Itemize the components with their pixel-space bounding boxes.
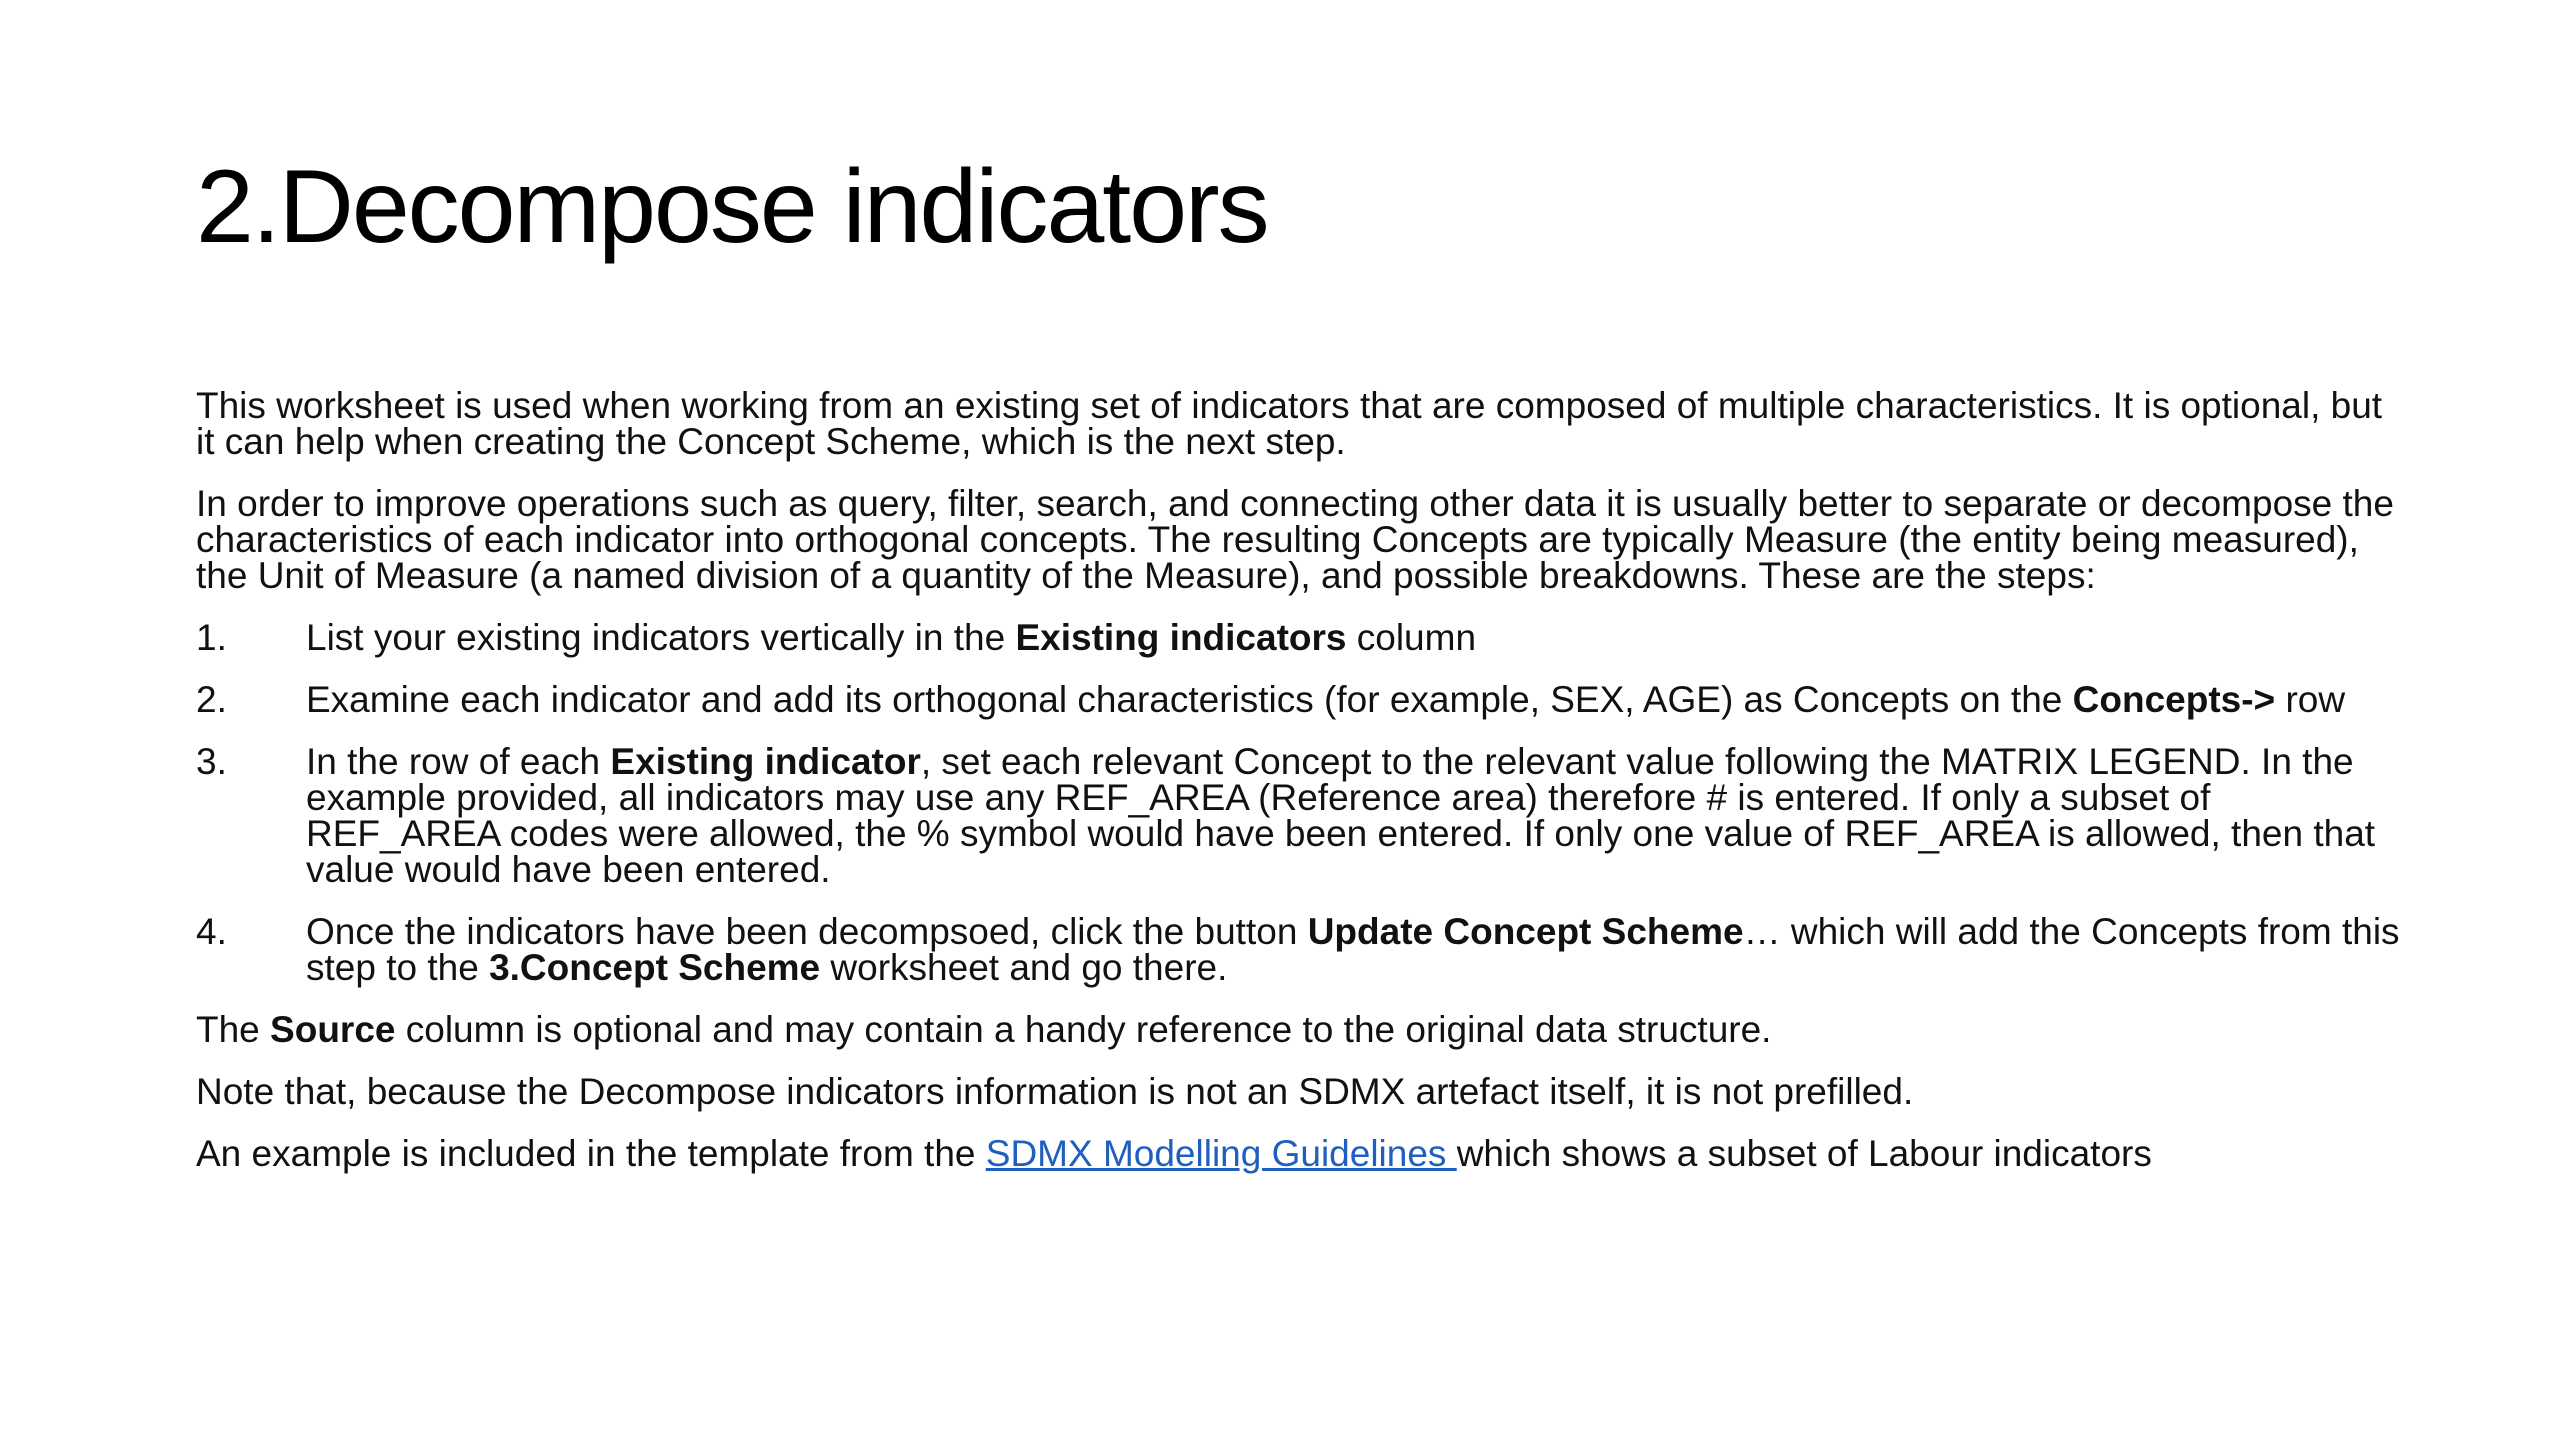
step-text-part: Once the indicators have been decompsoed, click the button — [306, 911, 1308, 952]
step-text-part: , set each relevant Concept to the relevant value following the MATRIX LEGEND. In the example provided, all indicators may use any REF_AREA (Reference area) therefore # is entered. If only a subset of REF_AREA codes were allowed, the % symbol would have been entered. If only one value of REF_AREA is allowed, then that value would have been entered. — [306, 741, 2376, 890]
example-text-part: An example is included in the template from the — [196, 1133, 986, 1174]
sdmx-guidelines-link[interactable]: SDMX Modelling Guidelines — [985, 1133, 1457, 1174]
step-number: 4. — [196, 911, 227, 952]
intro-paragraph: This worksheet is used when working from an existing set of indicators that are composed of multiple characteristics. It is optional, but it can help when creating the Concept Scheme, which is the next step. — [196, 385, 2383, 462]
step-text-part: Examine each indicator and add its orthogonal characteristics (for example, SEX, AGE) as Concepts on the — [306, 679, 2073, 720]
step-text-part: column — [1346, 617, 1477, 658]
step-text — [306, 911, 2406, 988]
source-paragraph — [196, 1009, 2406, 1050]
step-item-4 — [196, 911, 2406, 988]
approach-paragraph: In order to improve operations such as query, filter, search, and connecting other data it is usually better to separate or decompose the characteristics of each indicator into orthogonal concepts. The resulting Concepts are typically Measure (the entity being measured), the Unit of Measure (a named division of a quantity of the Measure), and possible breakdowns. These are the steps: — [196, 483, 2394, 596]
source-text-part: The — [196, 1009, 271, 1050]
step-bold-term: Existing indicators — [1015, 617, 1347, 658]
example-paragraph — [196, 1133, 2406, 1174]
step-text-part: List your existing indicators vertically in the — [306, 617, 1016, 658]
step-number: 1. — [196, 617, 227, 658]
example-text-part: which shows a subset of Labour indicators — [1456, 1133, 2152, 1174]
source-bold-term: Source — [270, 1009, 396, 1050]
step-item-1 — [196, 617, 2406, 658]
step-text — [306, 617, 2406, 658]
step-bold-term: Concepts-> — [2072, 679, 2276, 720]
note-paragraph: Note that, because the Decompose indicators information is not an SDMX artefact itself, it is not prefilled. — [196, 1071, 1914, 1112]
step-bold-term: Existing indicator — [610, 741, 921, 782]
step-text — [306, 741, 2406, 890]
step-item-2 — [196, 679, 2406, 720]
slide-body — [196, 385, 2406, 1198]
step-text-part: … which will add the Concepts from this step to the — [306, 911, 2400, 988]
step-number: 2. — [196, 679, 227, 720]
slide-title: 2.Decompose indicators — [196, 149, 1268, 265]
source-text-part: column is optional and may contain a handy reference to the original data structure. — [395, 1009, 1772, 1050]
step-item-3 — [196, 741, 2406, 890]
step-text-part: In the row of each — [306, 741, 611, 782]
step-text — [306, 679, 2406, 720]
steps-list — [196, 617, 2406, 988]
step-number: 3. — [196, 741, 227, 782]
step-bold-term: 3.Concept Scheme — [489, 947, 821, 988]
step-text-part: worksheet and go there. — [820, 947, 1228, 988]
step-bold-term: Update Concept Scheme — [1307, 911, 1744, 952]
step-text-part: row — [2275, 679, 2346, 720]
